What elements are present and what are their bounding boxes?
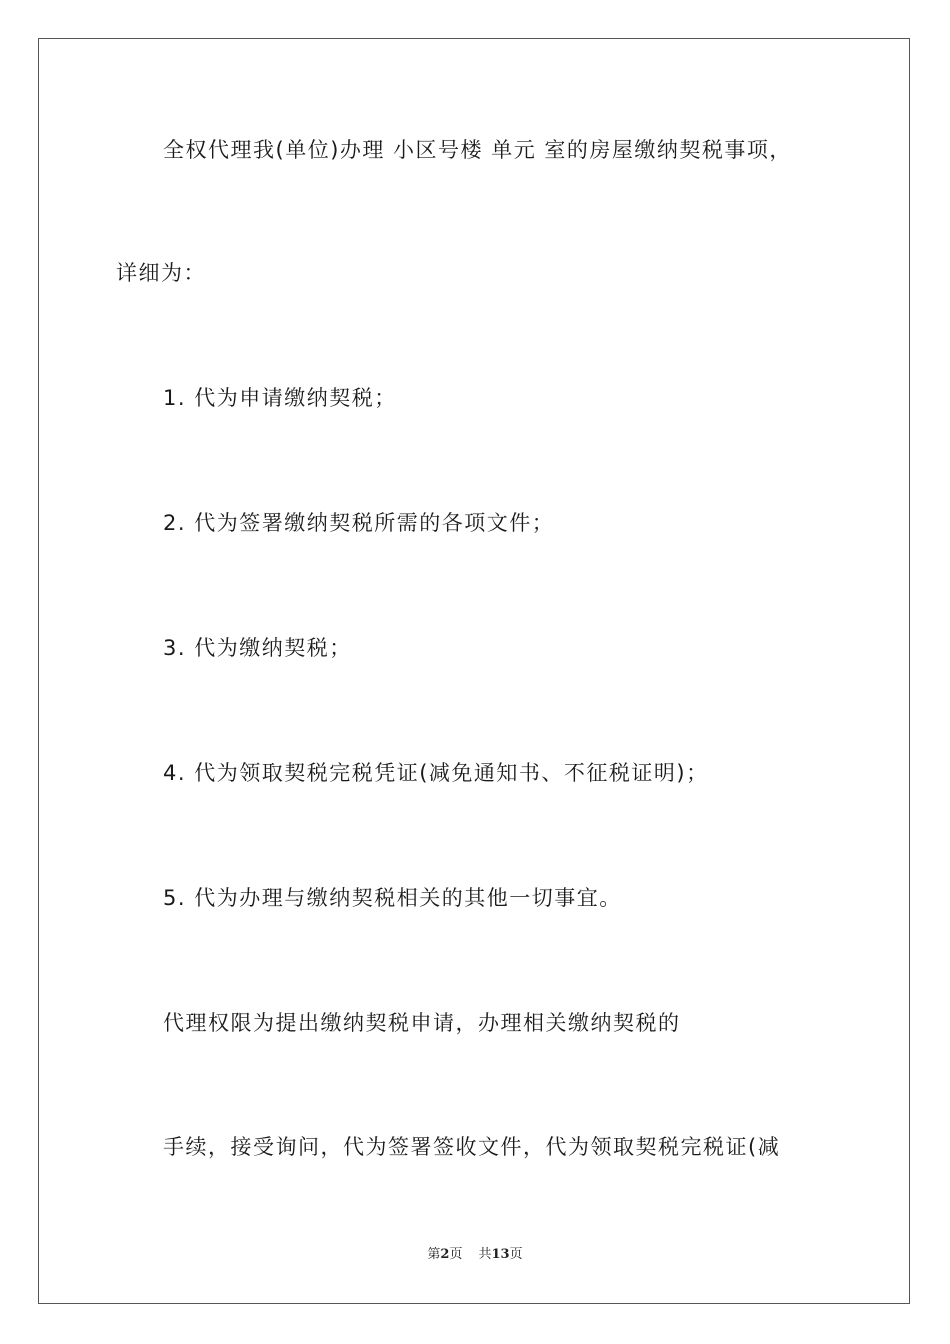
list-item-2: 2. 代为签署缴纳契税所需的各项文件； xyxy=(163,511,555,535)
page-number: 2 xyxy=(440,1247,450,1262)
paragraph-line-2: 详细为： xyxy=(116,261,206,285)
paragraph-line-4: 手续，接受询问，代为签署签收文件，代为领取契税完税证(减 xyxy=(163,1135,781,1159)
page-prefix: 第 xyxy=(427,1247,441,1262)
page-border xyxy=(38,38,910,1304)
paragraph-line-3: 代理权限为提出缴纳契税申请，办理相关缴纳契税的 xyxy=(163,1011,681,1035)
total-suffix: 页 xyxy=(509,1247,523,1262)
list-item-3: 3. 代为缴纳契税； xyxy=(163,636,352,660)
list-item-5: 5. 代为办理与缴纳契税相关的其他一切事宜。 xyxy=(163,886,622,910)
list-item-4: 4. 代为领取契税完税凭证(减免通知书、不征税证明)； xyxy=(163,761,709,785)
total-prefix: 共 xyxy=(478,1247,492,1262)
paragraph-line-1: 全权代理我(单位)办理 小区号楼 单元 室的房屋缴纳契税事项， xyxy=(163,138,792,162)
total-pages: 13 xyxy=(491,1247,510,1262)
page-suffix: 页 xyxy=(449,1247,463,1262)
list-item-1: 1. 代为申请缴纳契税； xyxy=(163,386,397,410)
page-footer xyxy=(0,1246,950,1264)
